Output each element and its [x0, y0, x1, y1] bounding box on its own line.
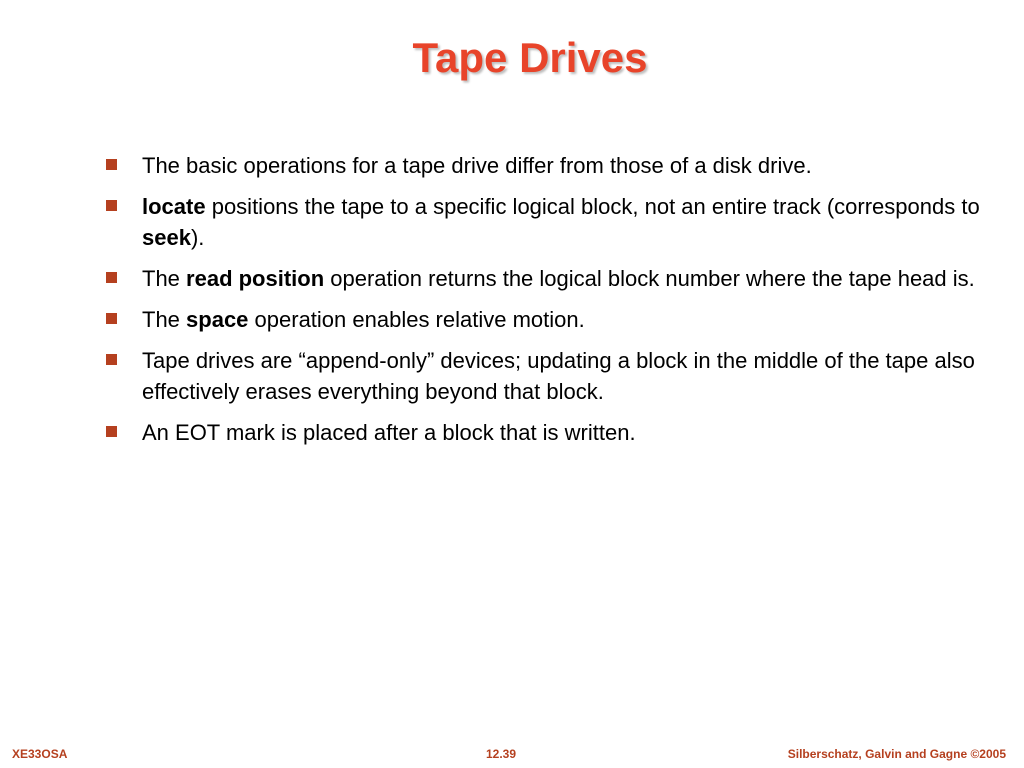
bullet-segment: ).: [190, 225, 205, 250]
bullet-text: [142, 153, 812, 178]
bullet-segment: The: [142, 266, 187, 291]
bullet-item: [106, 304, 986, 335]
bullet-segment: operation enables relative motion.: [248, 307, 585, 332]
bullet-text: [142, 194, 980, 250]
bullet-item: [106, 417, 986, 448]
bullet-segment: Tape drives are “append-only” devices; updating a block in the middle of the tape also effectively erases everything beyond that block.: [142, 348, 975, 404]
bullet-text: [142, 420, 636, 445]
bullet-text: [142, 348, 975, 404]
footer-slide-number: 12.39: [486, 747, 517, 761]
bullet-segment: positions the tape to a specific logical block, not an entire track (corresponds to: [205, 194, 980, 219]
bullet-keyword: read position: [186, 266, 325, 291]
bullet-list: [106, 150, 986, 458]
slide-title: Tape Drives: [412, 34, 648, 81]
square-bullet-icon: [106, 272, 117, 283]
bullet-item: [106, 263, 986, 294]
bullet-keyword: locate: [142, 194, 206, 219]
bullet-item: [106, 191, 986, 253]
square-bullet-icon: [106, 426, 117, 437]
footer-copyright: Silberschatz, Galvin and Gagne ©2005: [787, 747, 1006, 761]
square-bullet-icon: [106, 200, 117, 211]
bullet-keyword: space: [186, 307, 249, 332]
footer-course-code: XE33OSA: [12, 747, 68, 761]
bullet-segment: operation returns the logical block number where the tape head is.: [324, 266, 975, 291]
bullet-item: [106, 345, 986, 407]
bullet-keyword: seek: [142, 225, 191, 250]
square-bullet-icon: [106, 354, 117, 365]
bullet-item: [106, 150, 986, 181]
bullet-segment: The basic operations for a tape drive differ from those of a disk drive.: [142, 153, 812, 178]
bullet-segment: An EOT mark is placed after a block that is written.: [142, 420, 636, 445]
bullet-text: [142, 307, 585, 332]
square-bullet-icon: [106, 159, 117, 170]
square-bullet-icon: [106, 313, 117, 324]
bullet-text: [142, 266, 975, 291]
bullet-segment: The: [142, 307, 187, 332]
